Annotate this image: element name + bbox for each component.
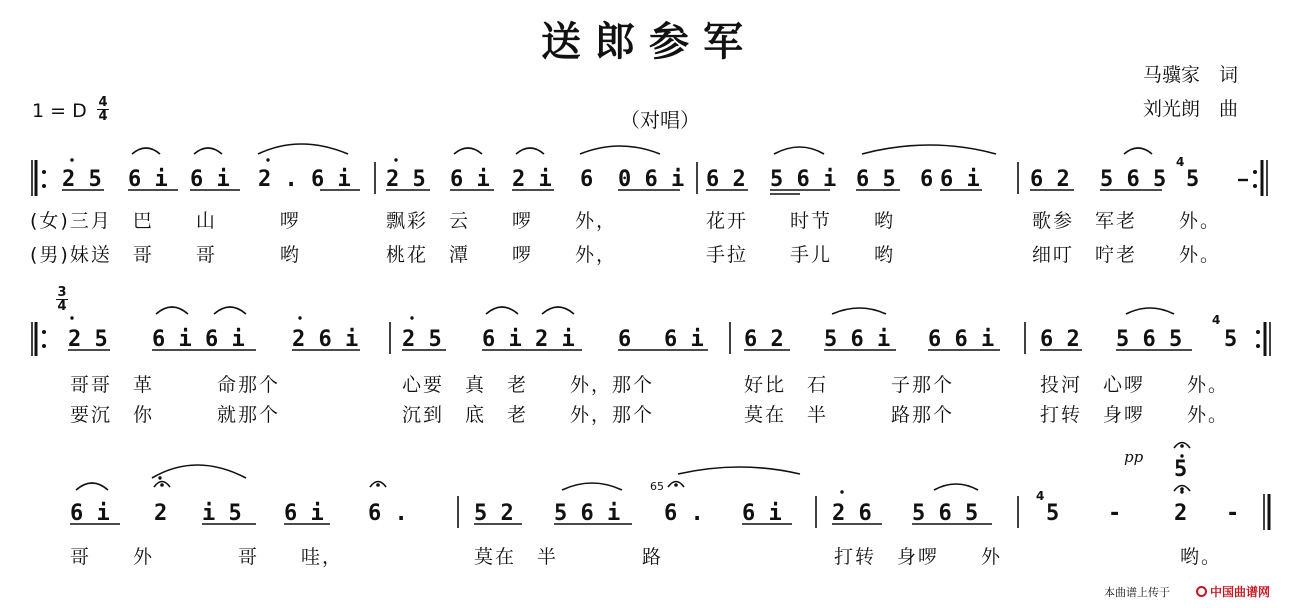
time-signature-bottom: 4 [98,109,108,124]
lyric-female-1-m3: 花开 时节 哟 [706,210,896,232]
svg-text:5: 5 [1186,167,1200,192]
lyric-3-m3: 打转 身啰 外 [834,546,1003,568]
svg-text:6: 6 [920,167,934,192]
svg-text:6 i: 6 i [940,167,980,192]
dynamics-pp: pp [1124,448,1144,466]
svg-text:5: 5 [1224,327,1238,352]
svg-text:5 6 5: 5 6 5 [912,501,979,526]
song-title: 送郎参军 [541,19,757,65]
svg-text:6 i: 6 i [128,167,168,192]
svg-text:6 .: 6 . [368,501,408,526]
svg-text:2 i: 2 i [512,167,552,192]
svg-text:4: 4 [1176,155,1185,169]
svg-text:6 2: 6 2 [706,167,746,192]
svg-text:2: 2 [1174,501,1188,526]
lyric-female-1-m2: 飘彩 云 啰 外， [386,210,618,232]
svg-text:6 5: 6 5 [856,167,896,192]
lyric-male-1-m2: 桃花 潭 啰 外， [386,244,618,266]
svg-text:2 6 i: 2 6 i [292,327,359,352]
lyric-male-1-m4: 细叮 咛老 外。 [1032,244,1222,266]
lyric-3-m4: 哟。 [1180,546,1223,568]
svg-text:2 5: 2 5 [402,327,442,352]
lyric-male-1-m1: (男)妹送 哥 哥 哟 [30,244,301,266]
svg-text:5 6 5: 5 6 5 [1100,167,1167,192]
upload-note: 本曲谱上传于 [1104,586,1170,599]
svg-text:6: 6 [618,327,632,352]
lyric-male-1-m3: 手拉 手儿 哟 [706,244,896,266]
svg-text:5 6 5: 5 6 5 [1116,327,1183,352]
lyric-female-1-m1: (女)三月 巴 山 啰 [30,210,301,232]
performance-mode: （对唱） [620,108,700,132]
svg-text:5 2: 5 2 [474,501,514,526]
svg-text:2: 2 [154,501,168,526]
svg-text:5: 5 [1174,457,1188,482]
svg-text:0 6 i: 0 6 i [618,167,685,192]
svg-text:6 i: 6 i [284,501,324,526]
composer-credit: 刘光朗 曲 [1143,98,1239,120]
svg-text:-: - [1108,501,1122,526]
site-logo-icon [1196,586,1207,597]
svg-text:5 6 i: 5 6 i [824,327,891,352]
svg-text:2 5: 2 5 [386,167,426,192]
lyric-verse1-2-m4: 投河 心啰 外。 [1040,374,1230,396]
svg-text:6 i: 6 i [70,501,110,526]
lyric-verse2-2-m2: 沉到 底 老 外，那个 [402,404,655,426]
svg-text:4: 4 [1036,489,1045,503]
svg-text:6 2: 6 2 [1030,167,1070,192]
site-logo[interactable] [1196,583,1270,600]
svg-text:6 i: 6 i [742,501,782,526]
svg-text:5 6 i: 5 6 i [770,167,837,192]
lyric-verse1-2-m1: 哥哥 革 命那个 [70,374,281,396]
lyricist-credit: 马骥家 词 [1143,64,1239,86]
svg-text:6 i: 6 i [450,167,490,192]
svg-text:6 .: 6 . [664,501,704,526]
grace-note: 65 [650,480,664,493]
time-change-bottom: 4 [57,299,67,314]
svg-text:4: 4 [1212,313,1221,327]
lyric-verse2-2-m3: 莫在 半 路那个 [744,404,955,426]
svg-text:5: 5 [1046,501,1060,526]
site-name: 中国曲谱网 [1210,585,1271,599]
lyric-verse2-2-m1: 要沉 你 就那个 [70,404,281,426]
svg-text:-: - [1226,501,1240,526]
svg-text:2 5: 2 5 [68,327,108,352]
key-signature: 1 = D [32,100,87,122]
svg-text:6 i 2 i: 6 i 2 i [482,327,575,352]
svg-text:6: 6 [580,167,594,192]
svg-text:5 6 i: 5 6 i [554,501,621,526]
svg-text:i 5: i 5 [202,501,242,526]
svg-text:2 6: 2 6 [832,501,872,526]
svg-text:6 i: 6 i [190,167,230,192]
time-signature-top: 4 [98,95,108,110]
svg-text:6 2: 6 2 [1040,327,1080,352]
svg-text:2 . 6 i: 2 . 6 i [258,167,351,192]
svg-text:6 2: 6 2 [744,327,784,352]
svg-text:6 i 6 i: 6 i 6 i [152,327,245,352]
svg-text:6 6 i: 6 6 i [928,327,995,352]
lyric-verse1-2-m3: 好比 石 子那个 [744,374,955,396]
svg-text:2 5: 2 5 [62,167,102,192]
lyric-female-1-m4: 歌参 军老 外。 [1032,210,1222,232]
lyric-3-m2: 莫在 半 路 [474,546,664,568]
lyric-3-m1: 哥 外 哥 哇， [70,546,344,568]
lyric-verse2-2-m4: 打转 身啰 外。 [1040,404,1230,426]
lyric-verse1-2-m2: 心要 真 老 外，那个 [402,374,655,396]
svg-text:6 i: 6 i [664,327,704,352]
time-change-top: 3 [57,285,67,300]
